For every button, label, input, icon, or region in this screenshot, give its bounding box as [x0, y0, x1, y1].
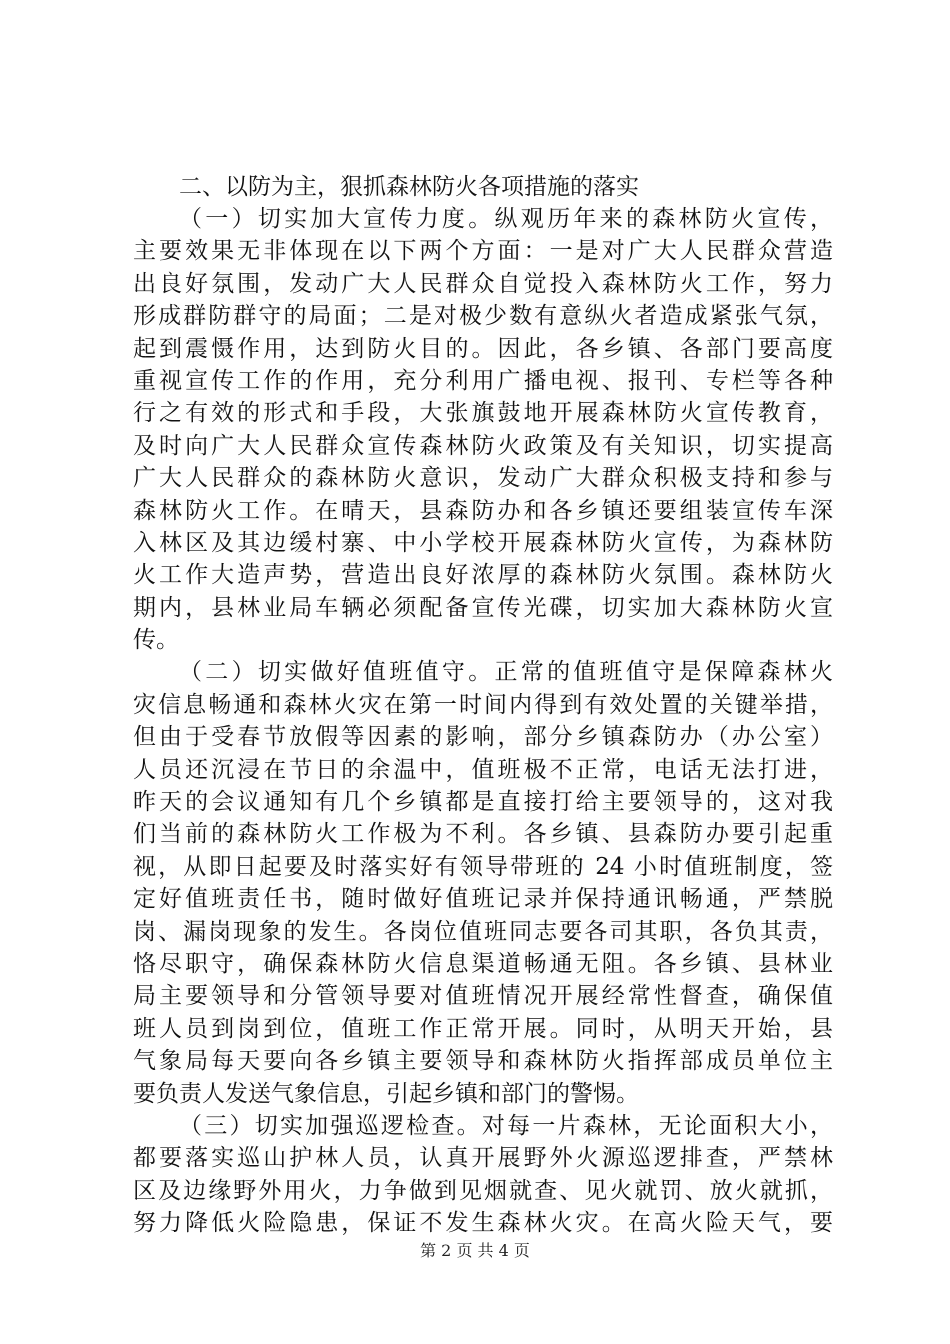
text-line: 气象局每天要向各乡镇主要领导和森林防火指挥部成员单位主 [133, 1048, 833, 1075]
text-line: 及时向广大人民群众宣传森林防火政策及有关知识，切实提高 [133, 432, 833, 459]
text-line: 传。 [133, 627, 179, 654]
text-line: 都要落实巡山护林人员，认真开展野外火源巡逻排查，严禁林 [133, 1145, 833, 1172]
text-line: （三）切实加强巡逻检查。对每一片森林，无论面积大小， [179, 1112, 833, 1139]
text-line: 区及边缘野外用火，力争做到见烟就查、见火就罚、放火就抓， [133, 1177, 833, 1204]
text-line: 形成群防群守的局面；二是对极少数有意纵火者造成紧张气氛， [133, 303, 833, 330]
text-line: 主要效果无非体现在以下两个方面：一是对广大人民群众营造 [133, 238, 833, 265]
text-line: 行之有效的形式和手段，大张旗鼓地开展森林防火宣传教育， [133, 400, 833, 427]
text-line: 入林区及其边缓村寨、中小学校开展森林防火宣传，为森林防 [133, 529, 833, 556]
text-line: 人员还沉浸在节日的余温中，值班极不正常，电话无法打进， [133, 756, 833, 783]
text-line: （二）切实做好值班值守。正常的值班值守是保障森林火 [179, 659, 833, 686]
text-line: 恪尽职守，确保森林防火信息渠道畅通无阻。各乡镇、县林业 [133, 950, 833, 977]
text-line: 视，从即日起要及时落实好有领导带班的 24 小时值班制度，签 [133, 853, 833, 880]
text-line: 灾信息畅通和森林火灾在第一时间内得到有效处置的关键举措， [133, 691, 833, 718]
text-line: 火工作大造声势，营造出良好浓厚的森林防火氛围。森林防火 [133, 562, 833, 589]
text-line: （一）切实加大宣传力度。纵观历年来的森林防火宣传， [179, 206, 833, 232]
text-line: 班人员到岗到位，值班工作正常开展。同时，从明天开始，县 [133, 1015, 833, 1042]
text-line: 局主要领导和分管领导要对值班情况开展经常性督查，确保值 [133, 983, 833, 1010]
paragraph-publicity [133, 203, 833, 656]
text-line: 重视宣传工作的作用，充分利用广播电视、报刊、专栏等各种 [133, 367, 833, 394]
section-heading: 二、以防为主，狠抓森林防火各项措施的落实 [179, 174, 639, 200]
text-line: 昨天的会议通知有几个乡镇都是直接打给主要领导的，这对我 [133, 789, 833, 816]
text-line: 期内，县林业局车辆必须配备宣传光碟，切实加大森林防火宣 [133, 594, 833, 621]
text-line: 岗、漏岗现象的发生。各岗位值班同志要各司其职，各负其责， [133, 918, 833, 945]
text-line: 起到震慑作用，达到防火目的。因此，各乡镇、各部门要高度 [133, 335, 833, 362]
text-line: 但由于受春节放假等因素的影响，部分乡镇森防办（办公室） [133, 724, 833, 751]
text-line: 森林防火工作。在晴天，县森防办和各乡镇还要组装宣传车深 [133, 497, 833, 524]
paragraph-patrol-inspection [133, 1110, 833, 1240]
text-line: 要负责人发送气象信息，引起乡镇和部门的警惕。 [133, 1080, 639, 1107]
text-line: 努力降低火险隐患，保证不发生森林火灾。在高火险天气，要 [133, 1210, 833, 1237]
text-line: 出良好氛围，发动广大人民群众自觉投入森林防火工作，努力 [133, 270, 833, 297]
text-line: 们当前的森林防火工作极为不利。各乡镇、县森防办要引起重 [133, 821, 833, 848]
text-line: 广大人民群众的森林防火意识，发动广大群众积极支持和参与 [133, 465, 833, 492]
page-footer: 第 2 页 共 4 页 [420, 1241, 530, 1260]
paragraph-duty-watch [133, 656, 833, 1109]
document-body [133, 171, 833, 1240]
text-line: 定好值班责任书，随时做好值班记录并保持通讯畅通，严禁脱 [133, 886, 833, 913]
